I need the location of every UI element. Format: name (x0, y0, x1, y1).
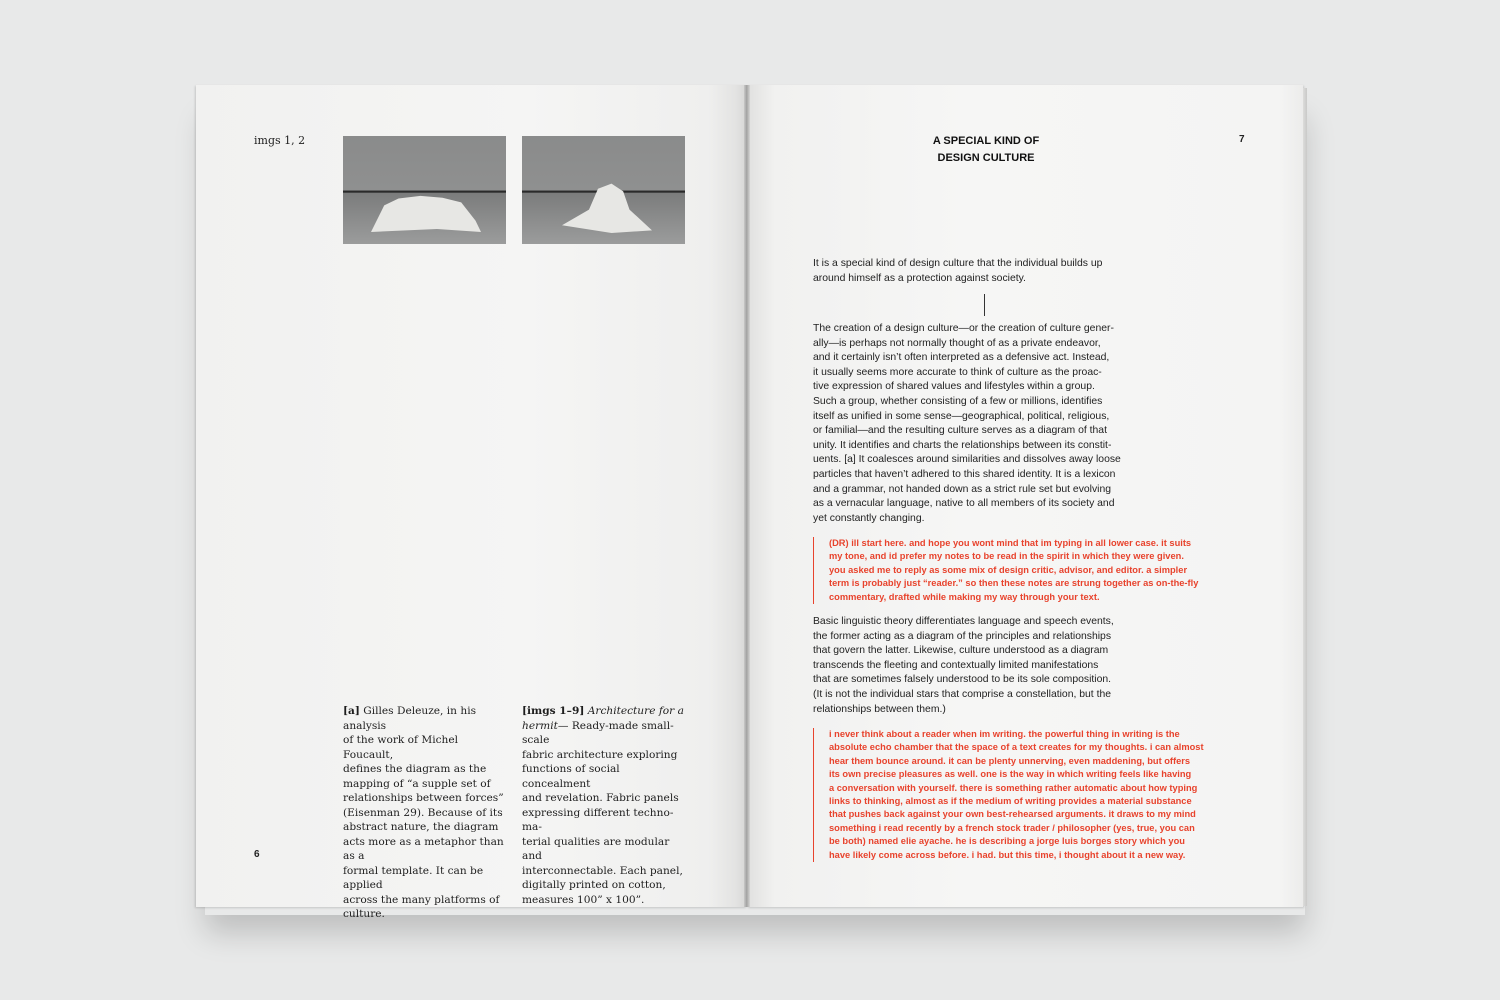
footnote-line: acts more as a metaphor than as a (343, 835, 504, 862)
footnote-line: across the many platforms of (343, 893, 500, 906)
section-divider (984, 294, 985, 316)
intro-paragraph (813, 257, 1153, 286)
text-line: and it certainly isn’t often interpreted as a defensive act. Instead, (813, 352, 1110, 364)
text-line: particles that haven’t adhered to this shared identity. It is a lexicon (813, 468, 1116, 480)
annotation-line: absolute echo chamber that the space of a text creates for my thoughts. i can almost (829, 742, 1204, 753)
chapter-title (900, 133, 1072, 167)
fabric-crumpled-shape (562, 181, 652, 233)
text-line: ally—is perhaps not normally thought of as a private endeavor, (813, 337, 1101, 349)
footnote-italic-title: Architecture for a (587, 705, 684, 717)
reader-annotation-1 (813, 537, 1198, 604)
text-line: the former acting as a diagram of the principles and relationships (813, 630, 1112, 642)
text-line: around himself as a protection against society. (813, 272, 1026, 284)
footnote-line: culture. (343, 908, 385, 920)
footnote-italic-title: hermit (522, 719, 558, 732)
footnote-line: and revelation. Fabric panels (522, 792, 679, 804)
footnote-line: abstract nature, the diagram (343, 821, 499, 833)
footnote-line: digitally printed on cotton, (522, 879, 666, 891)
footnote-a (343, 704, 508, 922)
footnote-imgs-ref: [imgs 1–9] (522, 705, 585, 717)
reader-annotation-2 (813, 728, 1204, 862)
annotation-line: its own precise pleasures as well. one is the way in which writing feels like having (829, 769, 1192, 780)
text-line: uents. [a] It coalesces around similarities and dissolves away loose (813, 454, 1121, 466)
text-line: it usually seems more accurate to think of culture as the proac- (813, 366, 1102, 378)
footnote-line: fabric architecture exploring (522, 748, 678, 761)
footnote-line: measures 100” x 100”. (522, 893, 645, 906)
footnote-line: Gilles Deleuze, in his analysis (343, 705, 477, 732)
annotation-line: a conversation with yourself. there is something rather automatic about how typing (829, 782, 1198, 793)
footnote-line: functions of social concealment (522, 763, 620, 790)
fabric-draped-shape (371, 194, 481, 232)
fabric-photo-2 (522, 136, 685, 244)
annotation-line: you asked me to reply as some mix of design critic, advisor, and editor. a simpler (829, 564, 1188, 575)
body-paragraph-2 (813, 615, 1153, 717)
text-line: transcends the fleeting and contextually limited manifestations (813, 659, 1099, 671)
footnote-line: mapping of “a supple set of (343, 777, 491, 790)
footnote-line: relationships between forces” (343, 792, 504, 804)
text-line: Basic linguistic theory differentiates language and speech events, (813, 616, 1114, 627)
body-paragraph-1 (813, 322, 1153, 526)
text-line: and a grammar, not handed down as a strict rule set but evolving (813, 483, 1112, 495)
text-line: that govern the latter. Likewise, culture understood as a diagram (813, 645, 1109, 657)
text-line: Such a group, whether consisting of a few or millions, identifies (813, 395, 1103, 407)
footnote-imgs (522, 704, 687, 907)
annotation-line: something i read recently by a french stock trader / philosopher (yes, true, you can (829, 822, 1195, 833)
text-line: The creation of a design culture—or the creation of culture gener- (813, 323, 1114, 334)
text-line: It is a special kind of design culture that the individual builds up (813, 258, 1103, 269)
annotation-line: commentary, drafted while making my way through your text. (829, 591, 1100, 602)
page-number-left: 6 (254, 849, 260, 860)
chapter-title-line: DESIGN CULTURE (937, 152, 1035, 164)
text-line: or familial—and the resulting culture serves as a diagram of that (813, 425, 1107, 437)
footnote-line: formal template. It can be applied (343, 864, 484, 891)
annotation-line: that pushes back against your own best-rehearsed arguments. it draws to my mind (829, 809, 1196, 820)
annotation-line: be both) named elie ayache. he is describing a jorge luis borges story which you (829, 836, 1185, 847)
page-number-right: 7 (1239, 134, 1245, 145)
text-line: unity. It identifies and charts the relationships between its constit- (813, 439, 1112, 451)
chapter-title-line: A SPECIAL KIND OF (932, 135, 1040, 147)
annotation-line: links to thinking, almost as if the medium of writing provides a material substance (829, 796, 1192, 807)
footnote-a-ref: [a] (343, 705, 360, 717)
text-line: relationships between them.) (813, 703, 946, 715)
footnote-line: — Ready-made small-scale (522, 719, 674, 746)
footnote-line: terial qualities are modular and (522, 835, 670, 862)
annotation-line: i never think about a reader when im writing. the powerful thing in writing is the (829, 729, 1180, 739)
fabric-photo-1 (343, 136, 506, 244)
text-line: tive expression of shared values and lifestyles within a group. (813, 381, 1095, 393)
text-line: (It is not the individual stars that comprise a constellation, but the (813, 688, 1112, 700)
annotation-line: my tone, and id prefer my notes to be read in the spirit in which they were given. (829, 551, 1184, 562)
text-line: yet constantly changing. (813, 512, 925, 524)
footnote-line: (Eisenman 29). Because of its (343, 806, 503, 819)
footnote-line: of the work of Michel Foucault, (343, 734, 458, 761)
text-line: itself as unified in some sense—geographical, political, religious, (813, 410, 1110, 422)
annotation-line: hear them bounce around. it can be plenty unnerving, even maddening, but offers (829, 755, 1191, 766)
footnote-line: expressing different techno-ma- (522, 806, 674, 833)
text-line: as a vernacular language, native to all members of its society and (813, 498, 1115, 510)
annotation-line: have likely come across before. i had. but this time, i thought about it a new way. (829, 849, 1186, 860)
annotation-line: (DR) ill start here. and hope you wont mind that im typing in all lower case. it suits (829, 538, 1192, 548)
footnote-line: interconnectable. Each panel, (522, 864, 683, 877)
book-gutter (744, 85, 750, 907)
annotation-line: term is probably just “reader.” so then these notes are strung together as on-the-fly (829, 578, 1199, 589)
footnote-line: defines the diagram as the (343, 763, 487, 775)
images-label: imgs 1, 2 (254, 134, 306, 147)
text-line: that are sometimes falsely understood to be its sole composition. (813, 674, 1112, 686)
